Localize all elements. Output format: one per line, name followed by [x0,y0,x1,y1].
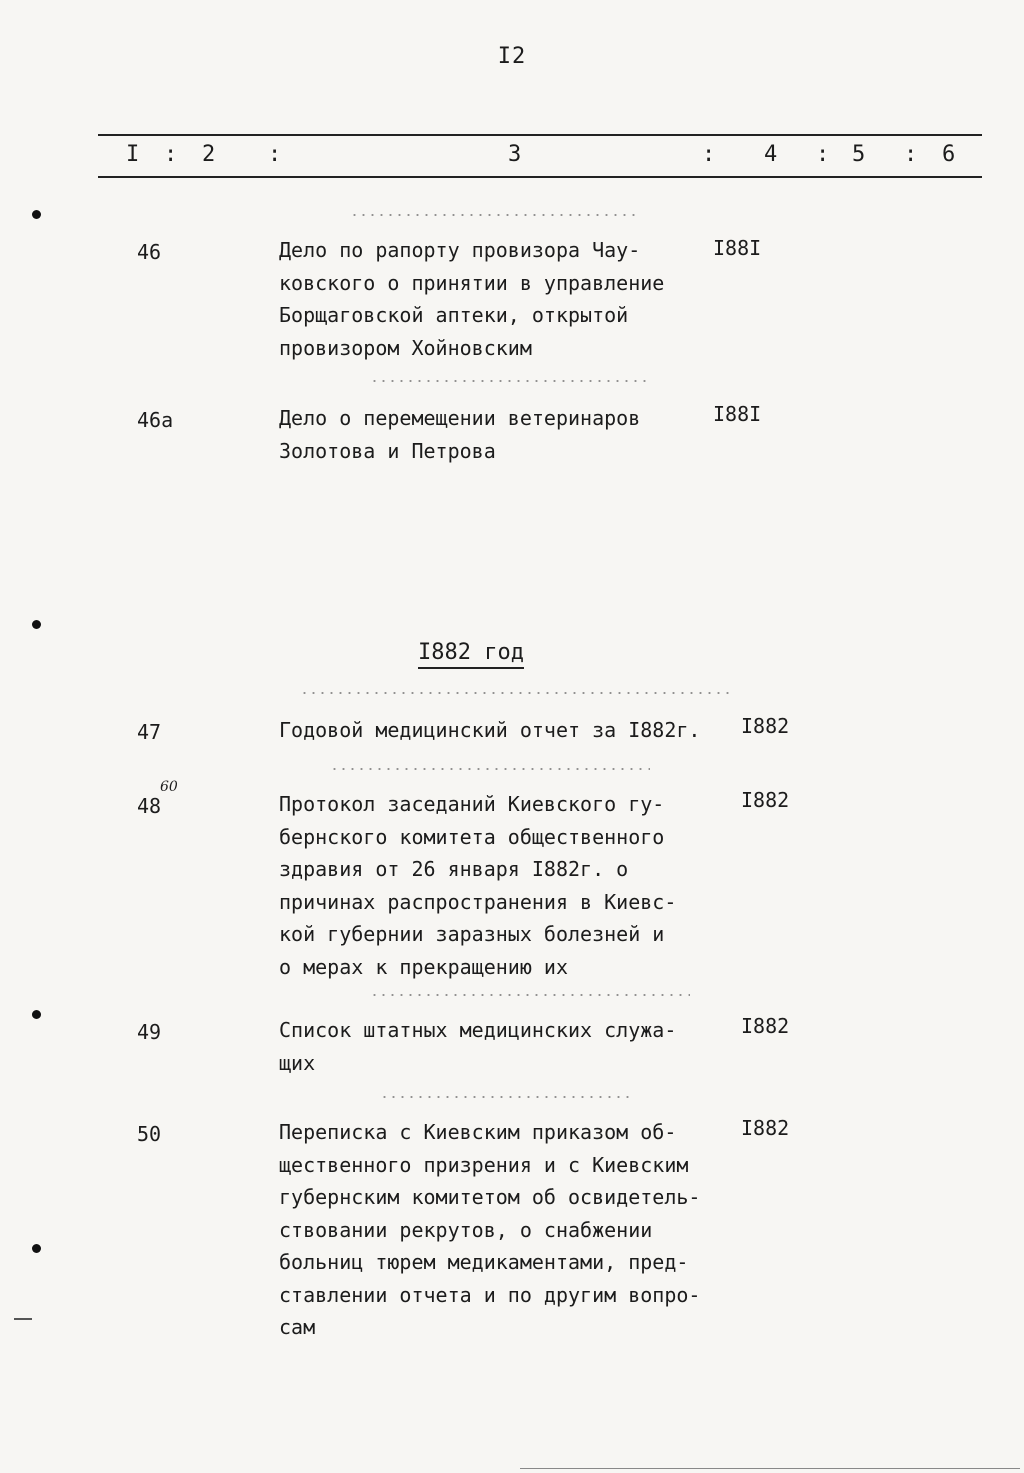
dot-separator [370,380,650,382]
entry-number: 46а [137,408,174,432]
entry-description: Протокол заседаний Киевского гу- бернского комитета общественного здравия от 26 января I882г. о причинах распространения в Киевс- кой губернии заразных болезней и о мерах к прекращению их [279,792,677,979]
header-sep-1: : [164,142,178,167]
dot-separator [380,1096,630,1098]
binder-hole [32,1244,41,1253]
handwritten-annotation: 60 [160,779,178,795]
binder-hole [32,620,41,629]
entry-year: I882 [741,714,790,738]
entry-description: Список штатных медицинских служа- щих [279,1018,677,1075]
header-sep-5: : [904,142,918,167]
section-heading: I882 год [418,640,524,669]
binder-hole [32,1010,41,1019]
header-sep-2: : [268,142,282,167]
header-sep-3: : [702,142,716,167]
entry-year: I882 [741,1014,790,1038]
entry-number: 47 [137,720,162,744]
dot-separator [370,994,690,996]
page-number: I2 [497,44,527,69]
entry-year: I88I [713,402,762,426]
entry-year: I882 [741,1116,790,1140]
entry-description: Дело по рапорту провизора Чау- ковского о принятии в управление Борщаговской аптеки, открытой провизором Хойновским [279,238,665,360]
entry-number: 50 [137,1122,162,1146]
dot-separator [350,214,640,216]
entry-number: 48 [137,794,162,818]
header-sep-4: : [816,142,830,167]
header-col-4: 4 [764,142,778,167]
entry-description: Переписка с Киевским приказом об- щественного призрения и с Киевским губернским комитетом об освидетель- ствовании рекрутов, о снабжении больниц тюрем медикаментами, пред- ставлении отчета и по другим вопро- сам [279,1120,701,1339]
entry-number: 49 [137,1020,162,1044]
entry-description: Дело о перемещении ветеринаров Золотова и Петрова [279,406,641,463]
header-col-1: I [126,142,140,167]
margin-mark [14,1318,32,1320]
entry-year: I88I [713,236,762,260]
header-col-3: 3 [508,142,522,167]
dot-separator [300,692,730,694]
header-bottom-rule [98,176,982,178]
entry-year: I882 [741,788,790,812]
header-col-2: 2 [202,142,216,167]
entry-description: Годовой медицинский отчет за I882г. [279,718,701,742]
header-top-rule [98,134,982,136]
binder-hole [32,210,41,219]
dot-separator [330,768,650,770]
header-col-5: 5 [852,142,866,167]
entry-number: 46 [137,240,162,264]
bottom-edge-line [520,1468,1020,1469]
table-header [98,142,982,170]
header-col-6: 6 [942,142,956,167]
